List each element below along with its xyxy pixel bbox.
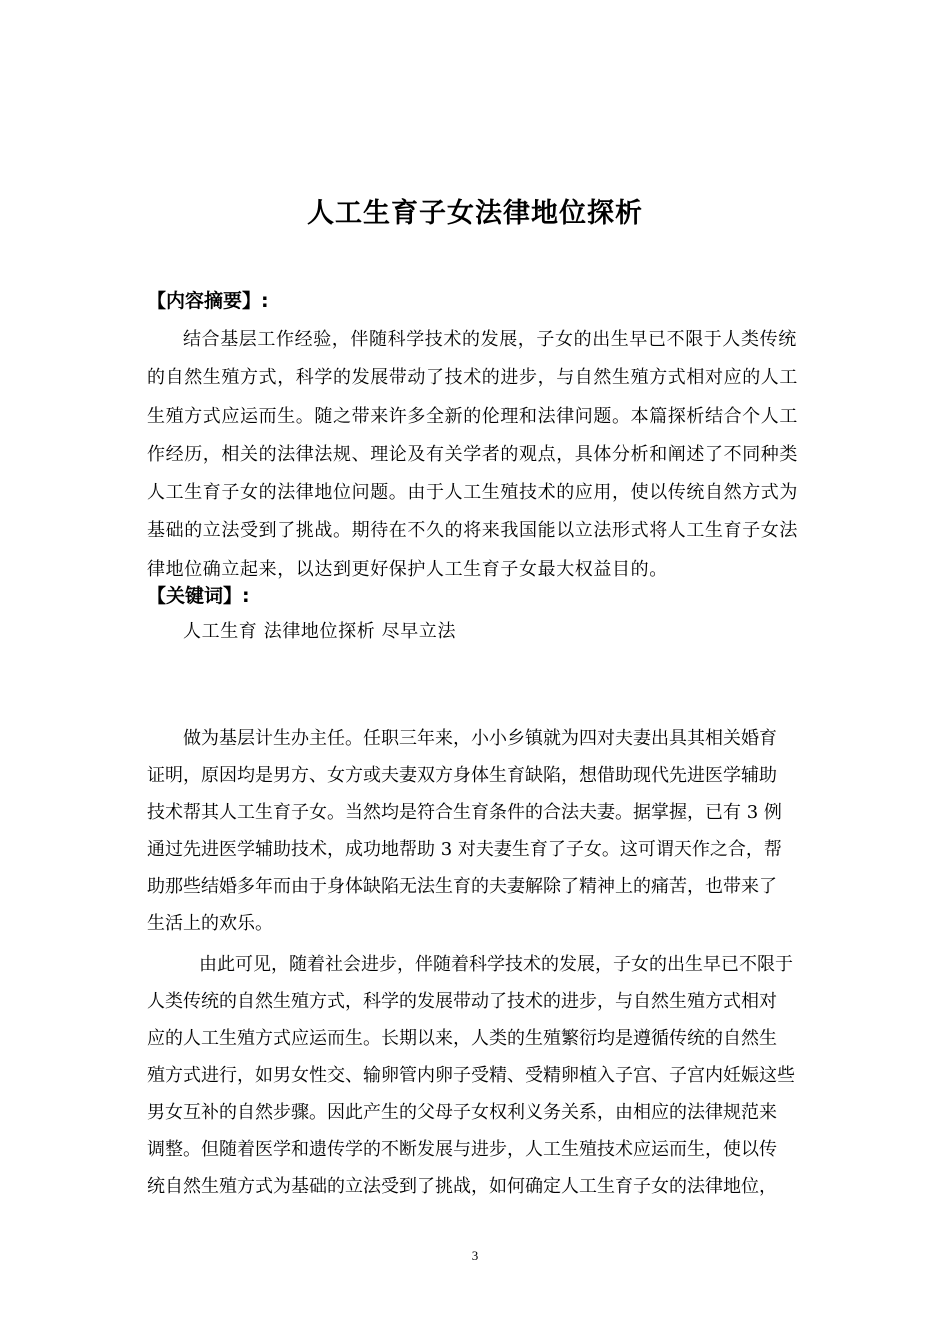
paragraph-line: 人类传统的自然生殖方式，科学的发展带动了技术的进步，与自然生殖方式相对 xyxy=(147,991,777,1012)
paragraph-line: 由此可见，随着社会进步，伴随着科学技术的发展，子女的出生早已不限于 xyxy=(199,954,793,975)
body-text xyxy=(147,720,813,1205)
paragraph-line: 证明，原因均是男方、女方或夫妻双方身体生育缺陷，想借助现代先进医学辅助 xyxy=(147,765,777,786)
paragraph-2 xyxy=(147,946,813,1205)
paragraph-line: 男女互补的自然步骤。因此产生的父母子女权利义务关系，由相应的法律规范来 xyxy=(147,1102,777,1123)
keywords-text: 人工生育 法律地位探析 尽早立法 xyxy=(183,621,457,642)
keywords-heading: 【关键词】: xyxy=(147,585,250,607)
paragraph-line: 通过先进医学辅助技术，成功地帮助 3 对夫妻生育了子女。这可谓天作之合，帮 xyxy=(147,839,782,860)
paragraph-1 xyxy=(147,720,813,942)
abstract-heading: 【内容摘要】: xyxy=(147,290,269,312)
paragraph-line: 调整。但随着医学和遗传学的不断发展与进步，人工生殖技术应运而生，使以传 xyxy=(147,1139,777,1160)
abstract-line: 律地位确立起来，以达到更好保护人工生育子女最大权益目的。 xyxy=(147,558,668,580)
paragraph-line: 应的人工生殖方式应运而生。长期以来，人类的生殖繁衍均是遵循传统的自然生 xyxy=(147,1028,777,1049)
paragraph-line: 统自然生殖方式为基础的立法受到了挑战，如何确定人工生育子女的法律地位， xyxy=(147,1176,777,1197)
abstract-line: 基础的立法受到了挑战。期待在不久的将来我国能以立法形式将人工生育子女法 xyxy=(147,520,798,542)
paragraph-line: 生活上的欢乐。 xyxy=(147,913,273,934)
paragraph-line: 助那些结婚多年而由于身体缺陷无法生育的夫妻解除了精神上的痛苦，也带来了 xyxy=(147,876,777,897)
document-title: 人工生育子女法律地位探析 xyxy=(307,198,643,229)
abstract-line: 作经历，相关的法律法规、理论及有关学者的观点，具体分析和阐述了不同种类 xyxy=(147,443,798,465)
abstract-line: 的自然生殖方式，科学的发展带动了技术的进步，与自然生殖方式相对应的人工 xyxy=(147,367,798,389)
abstract-line: 人工生育子女的法律地位问题。由于人工生殖技术的应用，使以传统自然方式为 xyxy=(147,482,798,504)
abstract-line: 结合基层工作经验，伴随科学技术的发展，子女的出生早已不限于人类传统 xyxy=(183,329,797,350)
paragraph-line: 殖方式进行，如男女性交、输卵管内卵子受精、受精卵植入子宫、子宫内妊娠这些 xyxy=(147,1065,795,1086)
paragraph-line: 技术帮其人工生育子女。当然均是符合生育条件的合法夫妻。据掌握，已有 3 例 xyxy=(147,802,782,823)
page-number: 3 xyxy=(471,1248,479,1263)
abstract-text xyxy=(147,321,813,589)
paragraph-line: 做为基层计生办主任。任职三年来，小小乡镇就为四对夫妻出具其相关婚育 xyxy=(183,728,777,749)
abstract-line: 生殖方式应运而生。随之带来许多全新的伦理和法律问题。本篇探析结合个人工 xyxy=(147,405,798,427)
